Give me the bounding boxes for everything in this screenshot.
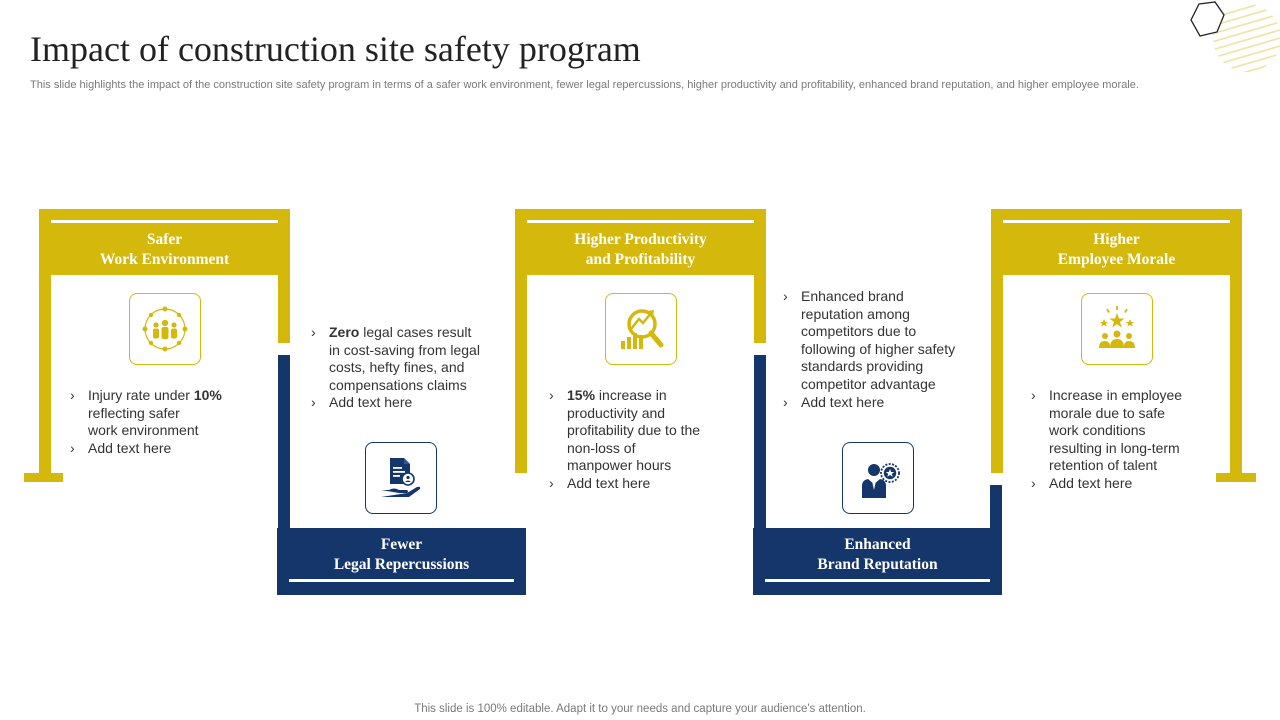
- list-item: › Add text here: [311, 394, 511, 412]
- legal-document-hand-icon: [377, 454, 425, 502]
- team-stars-icon: [1093, 305, 1141, 353]
- card-2-left-post: [278, 355, 290, 528]
- growth-magnifier-icon: [617, 305, 665, 353]
- card-3-right-post: [754, 275, 766, 343]
- card-5-icon-box: [1081, 293, 1153, 365]
- card-4-icon-box: [842, 442, 914, 514]
- list-item: › Add text here: [783, 394, 983, 412]
- card-2-bullets: [311, 324, 511, 412]
- card-3-icon-box: [605, 293, 677, 365]
- list-item: › 15% increase in productivity and profitability due to the non-loss of manpower hours: [549, 387, 749, 475]
- businessman-badge-icon: [854, 454, 902, 502]
- card-4-heading: Enhanced Brand Reputation: [817, 536, 938, 573]
- list-item: › Add text here: [70, 440, 270, 458]
- card-5-bullets: [1031, 387, 1226, 493]
- card-1-right-post: [278, 275, 290, 343]
- card-2-footer-line: [289, 579, 514, 582]
- page-title: Impact of construction site safety program: [30, 29, 641, 69]
- card-1-header-line: [51, 220, 278, 223]
- card-3-heading: Higher Productivity and Profitability: [574, 231, 707, 268]
- card-1-icon-box: [129, 293, 201, 365]
- list-item: › Increase in employee morale due to safe work conditions resulting in long-term retention of talent: [1031, 387, 1226, 475]
- card-5-header-line: [1003, 220, 1230, 223]
- card-1-left-post: [39, 275, 51, 473]
- card-5-heading: Higher Employee Morale: [1057, 231, 1176, 268]
- page-subtitle: This slide highlights the impact of the construction site safety program in terms of a safer work environment, fewer legal repercussions, higher productivity and profitability, enhanced brand reputation, and higher employee morale.: [30, 79, 1139, 91]
- footer-note: This slide is 100% editable. Adapt it to your needs and capture your audience's attention.: [414, 703, 866, 715]
- card-4-bullets: [783, 288, 983, 411]
- card-3-bullets: [549, 387, 749, 493]
- card-4-left-post: [754, 355, 766, 528]
- hexagon-stripes-decoration: [1185, 0, 1280, 80]
- list-item: › Add text here: [549, 475, 749, 493]
- card-3-left-post: [515, 275, 527, 473]
- card-4-right-post: [990, 485, 1002, 528]
- card-2-heading: Fewer Legal Repercussions: [333, 536, 470, 573]
- list-item: › Enhanced brand reputation among competitors due to following of higher safety standards providing competitor advantage: [783, 288, 983, 394]
- team-network-icon: [141, 305, 189, 353]
- list-item: › Injury rate under 10% reflecting safer work environment: [70, 387, 270, 440]
- card-1-left-foot: [24, 473, 63, 482]
- card-1-bullets: [70, 387, 270, 457]
- list-item: › Add text here: [1031, 475, 1226, 493]
- card-1-heading: Safer Work Environment: [99, 231, 230, 268]
- card-5-right-post: [1230, 275, 1242, 473]
- card-2-icon-box: [365, 442, 437, 514]
- list-item: › Zero legal cases result in cost-saving from legal costs, hefty fines, and compensations claims: [311, 324, 511, 394]
- card-5-left-post: [991, 275, 1003, 473]
- card-3-header-line: [527, 220, 754, 223]
- card-4-footer-line: [765, 579, 990, 582]
